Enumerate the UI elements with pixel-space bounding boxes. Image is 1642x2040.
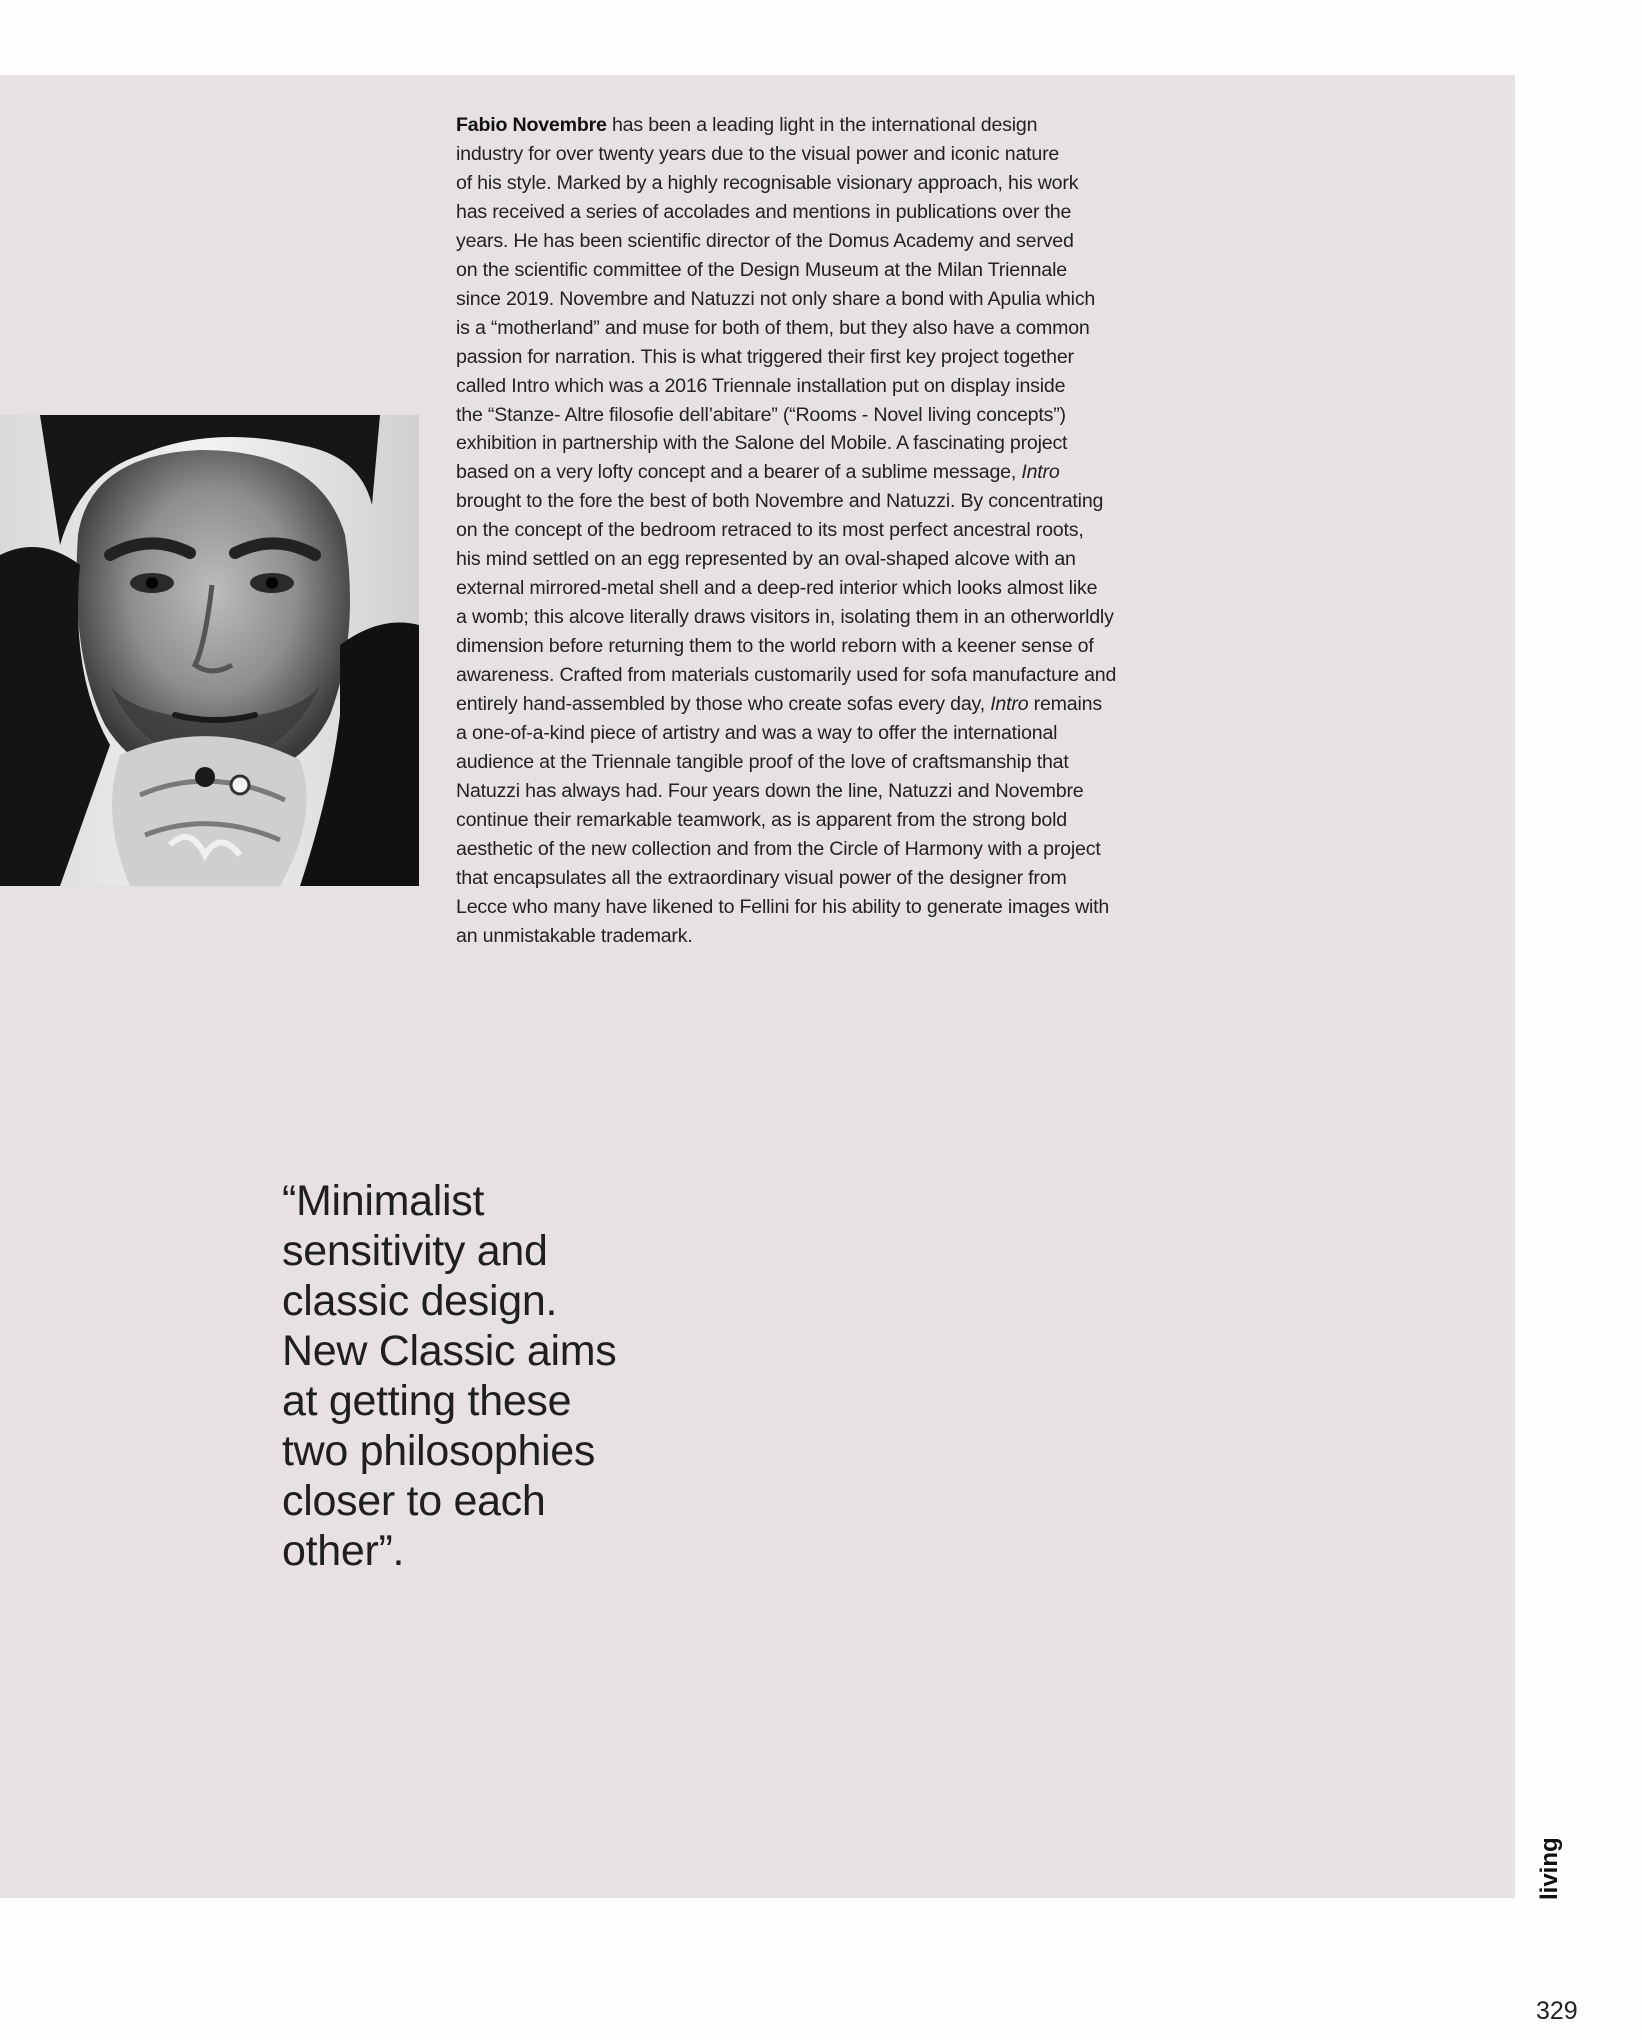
section-label: living [1536, 1837, 1563, 1900]
article-line-9: passion for narration. This is what triggered their first key project together [456, 345, 1074, 368]
article-line-5: years. He has been scientific director of the Domus Academy and served [456, 229, 1074, 252]
intro-title-italic: Intro [990, 693, 1029, 716]
pull-quote-line: “Minimalist [282, 1177, 485, 1225]
article-line-25: continue their remarkable teamwork, as is apparent from the strong bold [456, 808, 1067, 831]
article-body [456, 111, 1171, 951]
article-line-27: that encapsulates all the extraordinary visual power of the designer from [456, 866, 1067, 889]
article-line-14: brought to the fore the best of both Novembre and Natuzzi. By concentrating [456, 490, 1104, 513]
article-line-18: a womb; this alcove literally draws visitors in, isolating them in an otherworldly [456, 606, 1114, 629]
author-name: Fabio Novembre [456, 114, 607, 136]
article-line-11: the “Stanze- Altre filosofie dell’abitare” (“Rooms - Novel living concepts”) [456, 403, 1066, 426]
article-line-29: an unmistakable trademark. [456, 924, 693, 947]
pull-quote-line: other”. [282, 1527, 405, 1575]
article-line-21: entirely hand-assembled by those who create sofas every day, Intro remains [456, 693, 1102, 716]
intro-title-italic: Intro [1021, 461, 1060, 484]
article-line-16: his mind settled on an egg represented by an oval-shaped alcove with an [456, 548, 1076, 571]
pull-quote [282, 1176, 642, 1576]
portrait-illustration [0, 415, 419, 886]
article-line-22: a one-of-a-kind piece of artistry and was a way to offer the international [456, 722, 1058, 745]
article-line-15: on the concept of the bedroom retraced to its most perfect ancestral roots, [456, 519, 1084, 542]
article-line-23: audience at the Triennale tangible proof of the love of craftsmanship that [456, 750, 1069, 773]
article-line-20: awareness. Crafted from materials customarily used for sofa manufacture and [456, 664, 1117, 687]
article-line-28: Lecce who many have likened to Fellini for his ability to generate images with [456, 895, 1110, 918]
pull-quote-line: classic design. [282, 1277, 558, 1325]
article-line-1: Fabio Novembre has been a leading light in the international design [456, 114, 1038, 136]
article-line-17: external mirrored-metal shell and a deep-red interior which looks almost like [456, 577, 1098, 600]
article-line-2: industry for over twenty years due to the visual power and iconic nature [456, 142, 1060, 165]
article-line-7: since 2019. Novembre and Natuzzi not only share a bond with Apulia which [456, 287, 1096, 310]
article-line-6: on the scientific committee of the Design Museum at the Milan Triennale [456, 258, 1067, 281]
pull-quote-line: two philosophies [282, 1427, 596, 1475]
article-line-24: Natuzzi has always had. Four years down the line, Natuzzi and Novembre [456, 779, 1084, 802]
pull-quote-line: sensitivity and [282, 1227, 548, 1275]
article-line-12: exhibition in partnership with the Salone del Mobile. A fascinating project [456, 432, 1068, 455]
article-line-3: of his style. Marked by a highly recognisable visionary approach, his work [456, 171, 1079, 194]
article-line-10: called Intro which was a 2016 Triennale installation put on display inside [456, 374, 1066, 397]
article-line-26: aesthetic of the new collection and from the Circle of Harmony with a project [456, 837, 1101, 860]
pull-quote-line: New Classic aims [282, 1327, 617, 1375]
article-line-19: dimension before returning them to the world reborn with a keener sense of [456, 635, 1094, 658]
article-line-8: is a “motherland” and muse for both of them, but they also have a common [456, 316, 1090, 339]
pull-quote-line: at getting these [282, 1377, 572, 1425]
pull-quote-line: closer to each [282, 1477, 546, 1525]
page-number: 329 [1536, 1997, 1578, 2025]
article-line-4: has received a series of accolades and mentions in publications over the [456, 200, 1072, 223]
designer-portrait-photo [0, 415, 419, 886]
article-line-13: based on a very lofty concept and a bearer of a sublime message, Intro [456, 461, 1060, 484]
